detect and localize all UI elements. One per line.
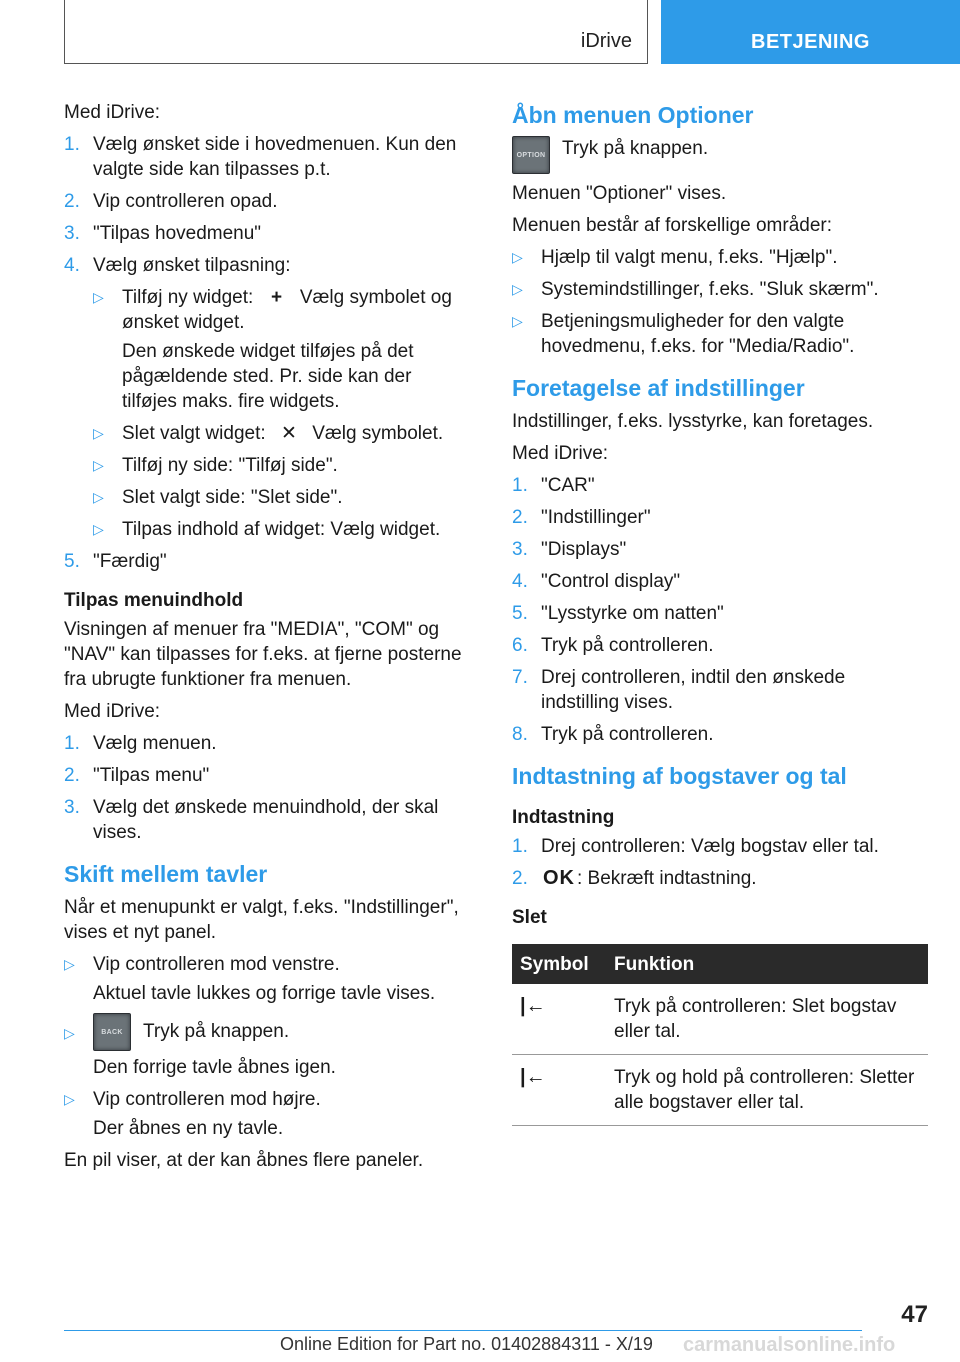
backspace-icon: |←: [512, 1055, 606, 1126]
paragraph: Med iDrive:: [512, 443, 609, 464]
section-heading: Tilpas menuindhold: [64, 590, 244, 611]
triangle-bullet-icon: ▷: [93, 289, 104, 305]
table-row: |← Tryk og hold på controlleren: Sletter alle bogstaver eller tal.: [512, 1055, 928, 1126]
option-button-icon: OPTION: [512, 136, 550, 174]
settings-steps: [512, 473, 928, 747]
back-button-icon: BACK: [93, 1013, 131, 1051]
plus-icon: +: [271, 287, 283, 308]
list-item: 4. Vælg ønsket tilpasning:: [64, 255, 291, 276]
list-item: 1. Vælg ønsket side i hovedmenuen. Kun den valgte side kan tilpasses p.t.: [64, 134, 457, 180]
footer-divider: [64, 1330, 862, 1331]
section-heading: Skift mellem tavler: [64, 861, 268, 887]
intro-text: Med iDrive:: [64, 102, 161, 123]
watermark: carmanualsonline.info: [683, 1334, 896, 1356]
list-item: 5. "Lysstyrke om natten": [512, 603, 724, 624]
left-column: [64, 100, 466, 1180]
list-item: 2. "Indstillinger": [512, 507, 651, 528]
section-heading: Foretagelse af indstillinger: [512, 375, 805, 401]
list-item: ▷ Tilføj ny widget: + Vælg symbolet og ønsket widget. Den ønskede widget tilføjes på det pågældende sted. Pr. side kan der tilføjes maks. fire widgets.: [93, 285, 466, 414]
header-chapter-tab: [661, 0, 960, 64]
subsection-heading: Indtastning: [512, 807, 615, 828]
page-number: 47: [901, 1301, 928, 1328]
list-item: 8. Tryk på controlleren.: [512, 724, 714, 745]
triangle-bullet-icon: ▷: [64, 956, 75, 972]
header-section-title: iDrive: [580, 30, 632, 52]
paragraph: Menuen "Optioner" vises.: [512, 183, 727, 204]
triangle-bullet-icon: ▷: [64, 1091, 75, 1107]
list-item: ▷ Slet valgt side: "Slet side".: [93, 487, 343, 508]
delete-symbol-table: [512, 944, 928, 1126]
list-item: 1. "CAR": [512, 475, 595, 496]
paragraph: Visningen af menuer fra "MEDIA", "COM" og "NAV" kan tilpasses for f.eks. at fjerne posterne fra ubrugte funktioner fra menuen.: [64, 619, 462, 690]
header-frame: [64, 0, 648, 64]
triangle-bullet-icon: ▷: [512, 281, 523, 297]
panel-options: [64, 952, 466, 1141]
list-item: ▷ Hjælp til valgt menu, f.eks. "Hjælp".: [512, 247, 838, 268]
triangle-bullet-icon: ▷: [93, 521, 104, 537]
triangle-bullet-icon: ▷: [512, 313, 523, 329]
list-item: 2. OK : Bekræft indtastning.: [512, 867, 757, 889]
note-text: Den ønskede widget tilføjes på det pågældende sted. Pr. side kan der tilføjes maks. fire widgets.: [122, 341, 414, 412]
list-item: 2. Vip controlleren opad.: [64, 191, 278, 212]
list-item: ▷ Systemindstillinger, f.eks. "Sluk skærm".: [512, 279, 879, 300]
list-item: 6. Tryk på controlleren.: [512, 635, 714, 656]
list-item: ▷ BACK Tryk på knappen. Den forrige tavle åbnes igen.: [64, 1013, 466, 1080]
right-column: Åbn menuen Optioner OPTION Tryk på knappen. Menuen "Optioner" vises. Menuen består af forskellige områder: ▷ Hjælp til valgt menu, f.eks. "Hjælp". ▷ Systemindstillinger, f.eks. "Sluk skærm". ▷ Betjeningsmuligheder for den valgte hovedmenu, f.eks. for "Media/Radio". Foretagelse af indstillinger Indstillinger, f.eks. lysstyrke, kan foretages. Med iDrive: 1. "CAR" 2. "Indstillinger" 3. "Displays" 4. "Control display" 5. "Lysstyrke om natten" 6. Tryk på controlleren. 7. Drej controlleren, indtil den ønskede indstilling vises. 8. Tryk på controlleren. Indtastning af bogstaver og tal Indtastning 1. Drej controlleren: Vælg bogstav eller tal. 2. OK : Bekræft indtastning. Slet Symbol Funktion |← Tryk på controlleren: Slet bogstav eller tal. |← Tryk og hold på controlleren: Sletter alle bogstaver eller tal.: [512, 100, 928, 1126]
list-item: 5. "Færdig": [64, 551, 167, 572]
list-item: ▷ Betjeningsmuligheder for den valgte hovedmenu, f.eks. for "Media/Radio".: [512, 311, 855, 357]
close-icon: ✕: [280, 423, 297, 444]
paragraph: Indstillinger, f.eks. lysstyrke, kan foretages.: [512, 411, 874, 432]
list-item: ▷ Slet valgt widget: ✕ Vælg symbolet.: [93, 423, 444, 444]
list-item: 7. Drej controlleren, indtil den ønskede indstilling vises.: [512, 667, 846, 713]
list-item: 1. Drej controlleren: Vælg bogstav eller tal.: [512, 836, 879, 857]
triangle-bullet-icon: ▷: [64, 1025, 75, 1041]
triangle-bullet-icon: ▷: [512, 249, 523, 265]
entry-steps: [512, 834, 928, 891]
triangle-bullet-icon: ▷: [93, 489, 104, 505]
column-header: Symbol: [512, 944, 606, 984]
list-item: 2. "Tilpas menu": [64, 765, 210, 786]
triangle-bullet-icon: ▷: [93, 457, 104, 473]
list-item: ▷ Tilpas indhold af widget: Vælg widget.: [93, 519, 441, 540]
list-item: ▷ Vip controlleren mod højre. Der åbnes en ny tavle.: [64, 1089, 321, 1139]
section-heading: Indtastning af bogstaver og tal: [512, 763, 847, 789]
chapter-title: BETJENING: [751, 31, 870, 53]
column-header: Funktion: [606, 944, 928, 984]
customize-options: [93, 285, 466, 542]
table-header-row: [512, 944, 928, 984]
ok-icon: OK: [543, 867, 575, 889]
table-row: |← Tryk på controlleren: Slet bogstav eller tal.: [512, 984, 928, 1055]
section-heading: Åbn menuen Optioner: [512, 102, 754, 128]
list-item: ▷ Vip controlleren mod venstre. Aktuel tavle lukkes og forrige tavle vises.: [64, 954, 436, 1004]
paragraph: En pil viser, at der kan åbnes flere paneler.: [64, 1150, 424, 1171]
paragraph: Med iDrive:: [64, 701, 161, 722]
customize-steps: [64, 132, 466, 278]
footer-edition: Online Edition for Part no. 01402884311 - X/19: [280, 1334, 653, 1354]
list-item: 3. "Displays": [512, 539, 627, 560]
subsection-heading: Slet: [512, 907, 547, 928]
options-areas: [512, 245, 928, 359]
list-item: ▷ Tilføj ny side: "Tilføj side".: [93, 455, 338, 476]
list-item: 1. Vælg menuen.: [64, 733, 217, 754]
paragraph: Når et menupunkt er valgt, f.eks. "Indstillinger", vises et nyt panel.: [64, 897, 459, 943]
list-item: 3. Vælg det ønskede menuindhold, der skal vises.: [64, 797, 439, 843]
triangle-bullet-icon: ▷: [93, 425, 104, 441]
menu-steps: [64, 731, 466, 845]
list-item: 4. "Control display": [512, 571, 681, 592]
backspace-icon: |←: [512, 984, 606, 1055]
list-item: 3. "Tilpas hovedmenu": [64, 223, 262, 244]
paragraph: Menuen består af forskellige områder:: [512, 215, 832, 236]
